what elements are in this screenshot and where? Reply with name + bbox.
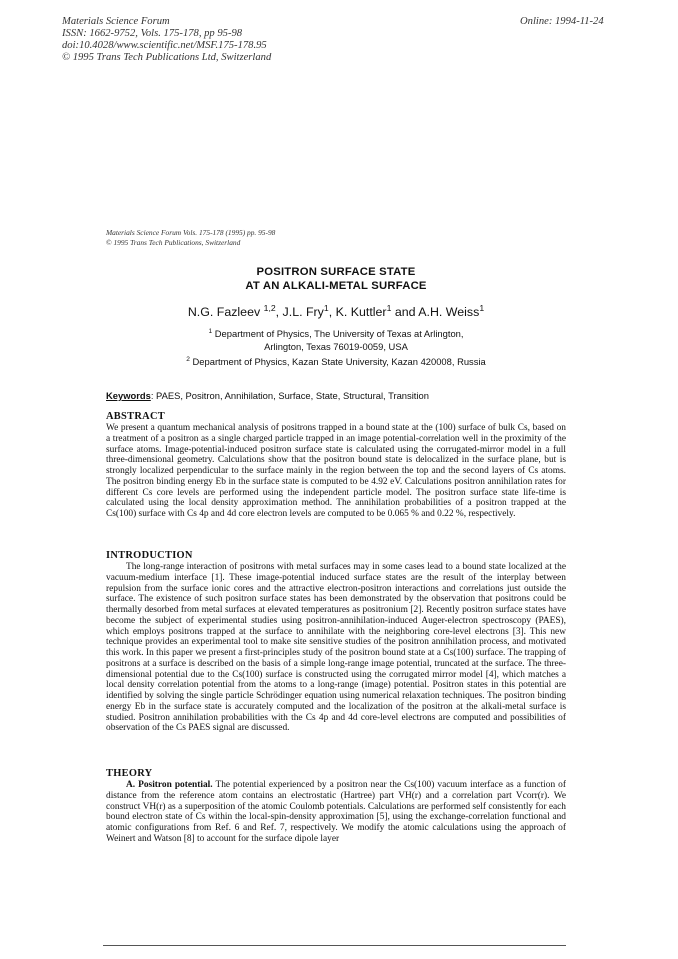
journal-ref-line1: Materials Science Forum Vols. 175-178 (1995) pp. 95-98 (106, 228, 276, 237)
header-journal: Materials Science Forum (62, 16, 170, 27)
title-line2: AT AN ALKALI-METAL SURFACE (245, 280, 427, 292)
header-copyright: © 1995 Trans Tech Publications Ltd, Switzerland (62, 52, 272, 63)
keywords-separator: : (150, 390, 157, 401)
introduction-section (106, 550, 566, 734)
affiliation-1 (106, 327, 566, 353)
keywords-text: PAES, Positron, Annihilation, Surface, State, Structural, Transition (156, 390, 429, 401)
author-4: and A.H. Weiss (391, 305, 480, 319)
paper-title (106, 265, 566, 293)
author-list (106, 304, 566, 320)
header-doi[interactable]: doi:10.4028/www.scientific.net/MSF.175-178.95 (62, 40, 267, 51)
theory-section (106, 768, 566, 845)
author-2-affil: 1 (323, 302, 329, 313)
theory-heading: THEORY (106, 768, 153, 779)
publication-header (62, 16, 271, 64)
introduction-heading: INTRODUCTION (106, 550, 193, 561)
header-online-date: Online: 1994-11-24 (520, 16, 604, 27)
affiliation-1-number: 1 (208, 327, 213, 335)
affiliation-1-line2: Arlington, Texas 76019-0059, USA (264, 341, 408, 352)
affiliation-2-line1: Department of Physics, Kazan State University, Kazan 420008, Russia (189, 356, 486, 367)
author-2: , J.L. Fry (275, 305, 324, 319)
abstract-text: We present a quantum mechanical analysis of positrons trapped in a bound state at the (100) surface of bulk Cs, based on a treatment of a positron as a single charged particle trapped in an image potential-correlation well in the proximity of the surface atoms. Image-potential-induced positron surface state is calculated using the corrugated-mirror model in a full three-dimensional geometry. Calculations show that the positron bound state is delocalized in the surface plane, but is strongly localized perpendicular to the surface mainly in the region between the top and the second layers of Cs atoms. The positron binding energy Eb in the surface state is computed to be 4.92 eV. Calculations positron annihilation rates for different Cs core levels are performed using the independent particle model. The positron surface state life-time is calculated using the local density approximation method. The annihilation probabilities of a positron trapped at the Cs(100) surface with Cs 4p and 4d core electron levels are computed to be 0.065 % and 0.22 %, respectively. (106, 423, 566, 519)
author-1: N.G. Fazleev (187, 305, 261, 319)
introduction-text: The long-range interaction of positrons with metal surfaces may in some cases lead to a bound state localized at the vacuum-medium interface [1]. These image-potential induced surface states are the result of the interplay between repulsion from the surface ionic cores and the attractive electron-positron interactions and correlations just outside the surface. The existence of such positron surface states has been demonstrated by the observation that positrons could be thermally desorbed from metal surfaces at elevated temperatures as positronium [2]. Recently positron surface states have become the subject of experimental studies using positron-annihilation-induced Auger-electron spectroscopy (PAES), which employs positrons trapped at the surface to annihilate with the neighboring core-level electrons [3]. This new technique provides an experimental tool to make site sensitive studies of the positron annihilation process, and motivated this work. In this paper we present a first-principles study of the positron bound state at a Cs(100) surface. The trapping of positrons at a surface is described on the basis of a simple long-range image potential, truncated at the surface. The three-dimensional potential due to the Cs(100) surface is constructed using the corrugated mirror model [4], which matches a local density correlation potential from the atoms to a long-range (image) potential. Positron states in this potential are identified by solving the single particle Schrödinger equation using numerical relaxation techniques. The positron binding energy Eb in the surface state is accurately computed and the localization of the positron at the alkali-metal surface is studied. Positron annihilation probabilities with the Cs 4p and 4d core-level electrons are computed and possibilities of observation of the Cs PAES signal are discussed. (106, 562, 566, 734)
keywords-label: Keywords (106, 390, 151, 401)
theory-subheading: A. Positron potential. (126, 780, 213, 790)
abstract-heading: ABSTRACT (106, 411, 165, 422)
footer-rule (103, 945, 566, 946)
keywords (106, 390, 566, 402)
author-3: , K. Kuttler (328, 305, 387, 319)
author-1-affil: 1,2 (263, 302, 276, 313)
header-issn: ISSN: 1662-9752, Vols. 175-178, pp 95-98 (62, 28, 243, 39)
abstract-section (106, 411, 566, 520)
theory-paragraph (106, 780, 566, 845)
author-4-affil: 1 (479, 302, 485, 313)
theory-text: The potential experienced by a positron near the Cs(100) vacuum interface as a function of distance from the reference atom contains an electrostatic (Hartree) part VH(r) and a correlation part Vcorr(r). We construct VH(r) as a superposition of the atomic Coulomb potentials. Calculations are performed self consistently for each bound electron state of Cs within the local-spin-density approximation [5], using the exchange-correlation functional and atomic configurations from Ref. 6 and Ref. 7, respectively. We modify the atomic calculations using the approach of Weinert and Watson [8] to account for the surface dipole layer (106, 780, 566, 844)
affiliation-2-number: 2 (186, 355, 190, 363)
author-3-affil: 1 (386, 302, 392, 313)
journal-ref-line2: © 1995 Trans Tech Publications, Switzerland (106, 238, 241, 247)
journal-reference (106, 228, 275, 248)
affiliation-2 (106, 355, 566, 368)
affiliation-1-line1: Department of Physics, The University of Texas at Arlington, (212, 328, 464, 339)
title-line1: POSITRON SURFACE STATE (256, 266, 416, 278)
